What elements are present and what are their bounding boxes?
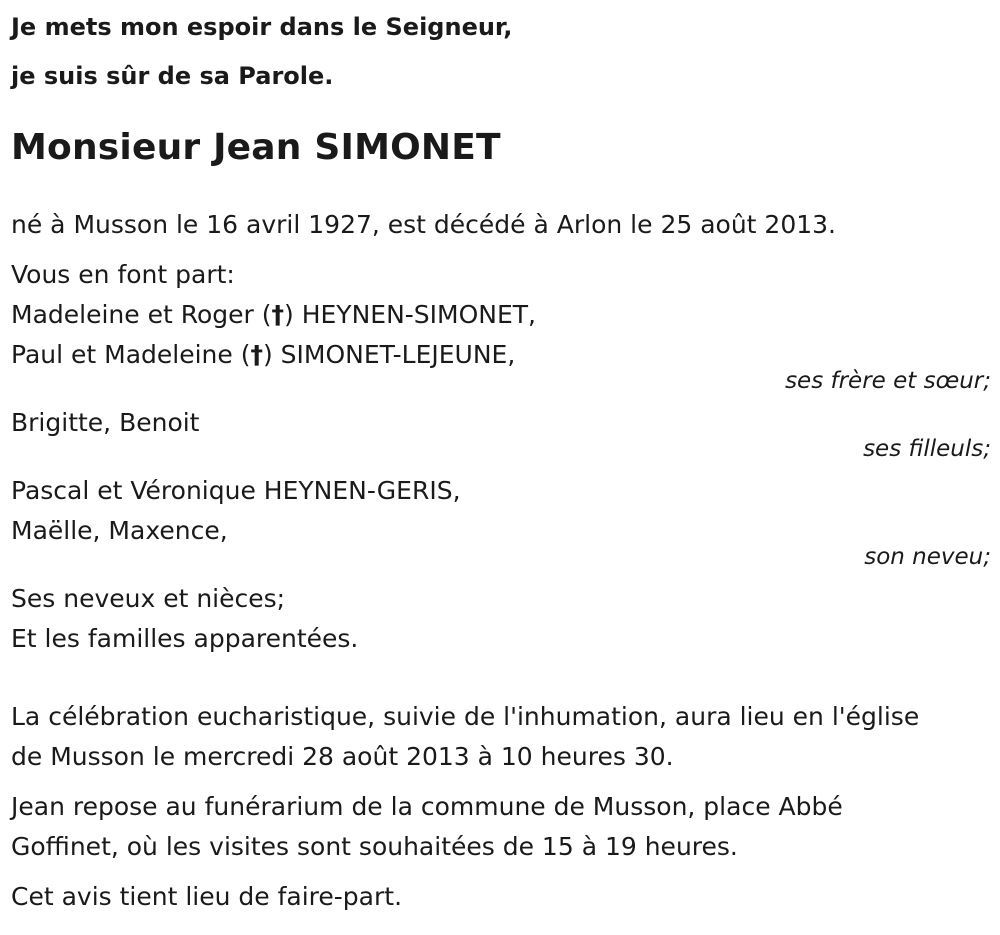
quote-line-1: Je mets mon espoir dans le Seigneur, (11, 13, 513, 41)
obituary-notice (11, 0, 991, 917)
quote-line-2: je suis sûr de sa Parole. (11, 62, 334, 90)
birth-death-info (11, 205, 991, 245)
nephew-line-1: Pascal et Véronique HEYNEN-GERIS, (11, 476, 461, 505)
scripture-quote (11, 0, 991, 101)
godchildren-role: ses filleuls; (863, 436, 991, 462)
siblings-role: ses frère et sœur; (785, 368, 991, 394)
visit-line-1: Jean repose au funérarium de la commune de Musson, place Abbé (11, 792, 843, 821)
closing-line: Cet avis tient lieu de faire-part. (11, 882, 403, 911)
nephew-role: son neveu; (864, 544, 991, 570)
ceremony-line-2: de Musson le mercredi 28 août 2013 à 10 heures 30. (11, 742, 674, 771)
family-intro: Vous en font part: (11, 260, 235, 289)
sibling-2-names: Paul et Madeleine ( (11, 340, 251, 369)
ceremony-line-1: La célébration eucharistique, suivie de l'inhumation, aura lieu en l'église (11, 702, 920, 731)
visit-line-2: Goffinet, où les visites sont souhaitées de 15 à 19 heures. (11, 832, 738, 861)
deceased-name: Monsieur Jean SIMONET (11, 127, 501, 168)
sibling-2-surname: ) SIMONET-LEJEUNE, (262, 340, 516, 369)
godchildren-line: Brigitte, Benoit (11, 408, 200, 437)
ceremony-section (11, 697, 991, 917)
nephew-line-2: Maëlle, Maxence, (11, 516, 228, 545)
others-line-2: Et les familles apparentées. (11, 624, 359, 653)
cross-icon: † (271, 300, 284, 329)
sibling-line-1 (11, 295, 991, 335)
sibling-1-surname: ) HEYNEN-SIMONET, (284, 300, 536, 329)
others-line-1: Ses neveux et nièces; (11, 584, 286, 613)
cross-icon: † (250, 340, 263, 369)
sibling-1-names: Madeleine et Roger ( (11, 300, 272, 329)
birth-death-line: né à Musson le 16 avril 1927, est décédé à Arlon le 25 août 2013. (11, 210, 836, 239)
family-section (11, 255, 991, 659)
